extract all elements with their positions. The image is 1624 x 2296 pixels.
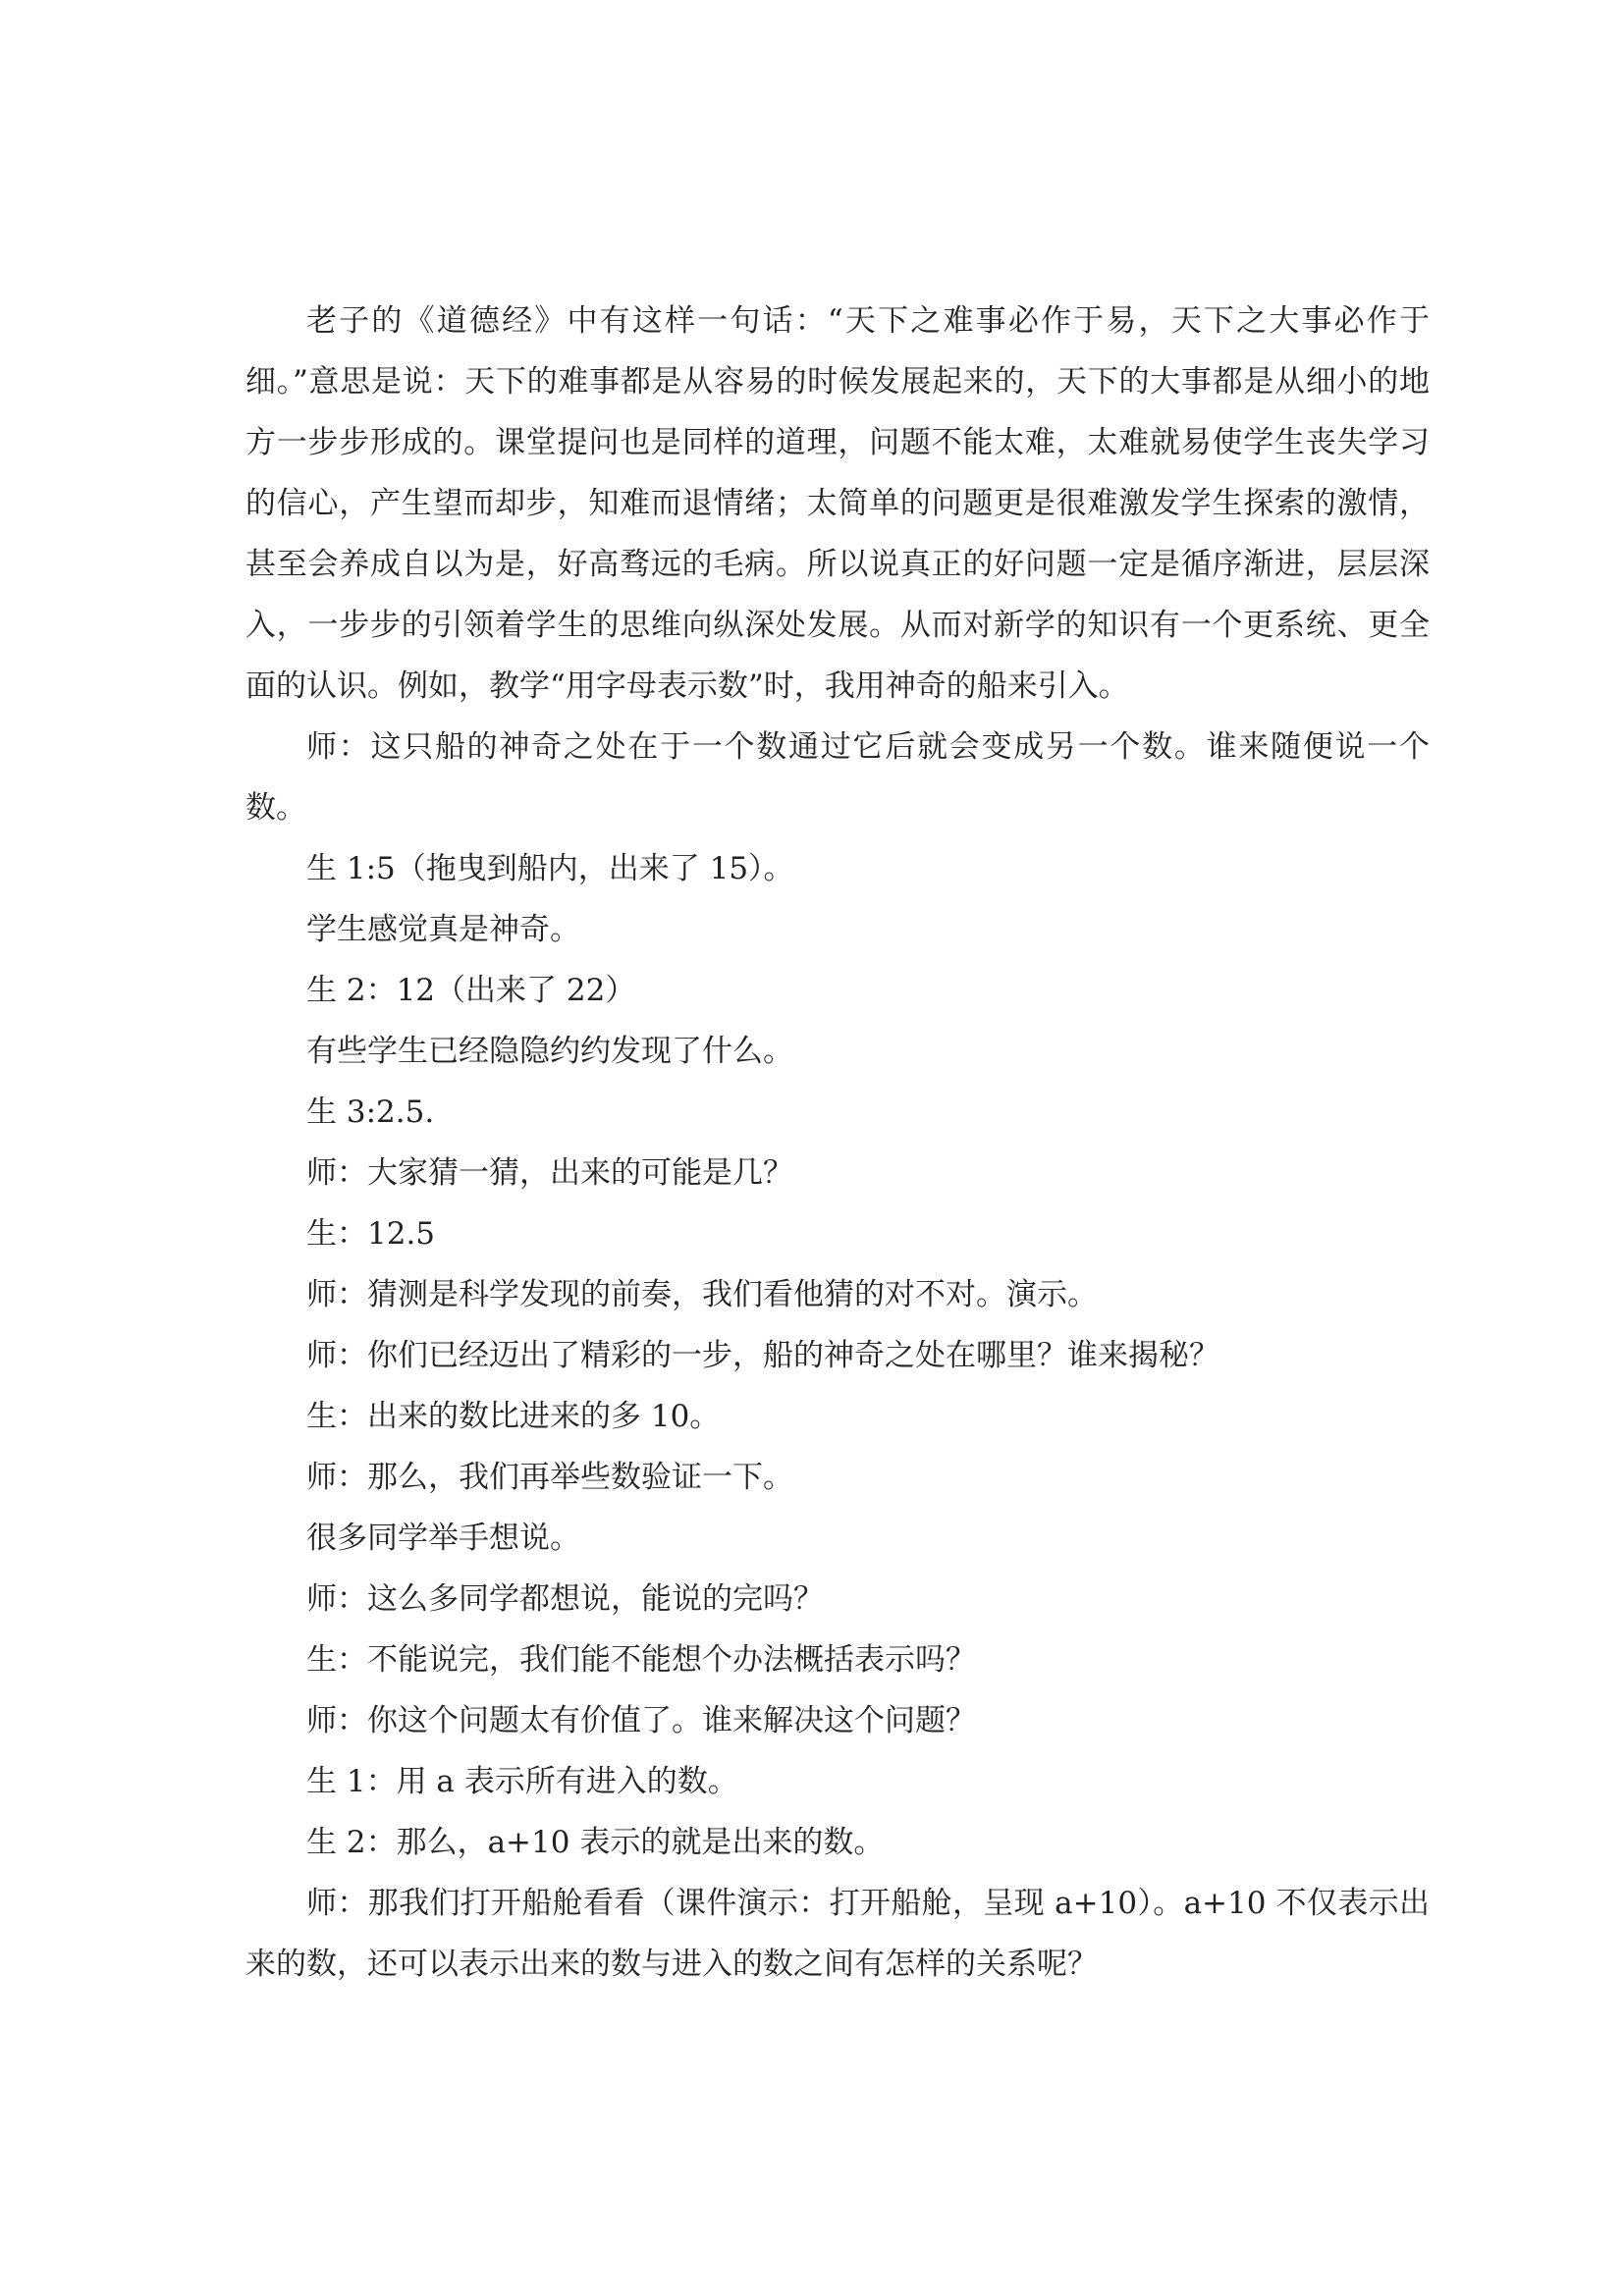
- dialogue-line: 师：猜测是科学发现的前奏，我们看他猜的对不对。演示。: [306, 1277, 1098, 1312]
- dialogue-line: 师：那么，我们再举些数验证一下。: [306, 1460, 793, 1495]
- dialogue-line: 师：大家猜一猜，出来的可能是几？: [306, 1155, 793, 1191]
- dialogue-line: 生 2：12（出来了 22）: [306, 973, 636, 1008]
- dialogue-line: 学生感觉真是神奇。: [306, 912, 580, 947]
- dialogue-line: 生 3:2.5.: [306, 1095, 435, 1130]
- dialogue-line: 生：12.5: [306, 1216, 436, 1252]
- dialogue-line: 生：不能说完，我们能不能想个办法概括表示吗？: [306, 1642, 976, 1678]
- intro-paragraph: 老子的《道德经》中有这样一句话：“天下之难事必作于易，天下之大事必作于细。”意思是说：天下的难事都是从容易的时候发展起来的，天下的大事都是从细小的地方一步步形成的。课堂提问也是同样的道理，问题不能太难，太难就易使学生丧失学习的信心，产生望而却步，知难而退情绪；太简单的问题更是很难激发学生探索的激情，甚至会养成自以为是，好高骛远的毛病。所以说真正的好问题一定是循序渐进，层层深入，一步步的引领着学生的思维向纵深处发展。从而对新学的知识有一个更系统、更全面的认识。例如，教学“用字母表示数”时，我用神奇的船来引入。: [245, 303, 1430, 704]
- dialogue-line: 有些学生已经隐隐约约发现了什么。: [306, 1034, 793, 1069]
- dialogue-line: 师：你这个问题太有价值了。谁来解决这个问题？: [306, 1703, 976, 1738]
- dialogue-line: 师：这么多同学都想说，能说的完吗？: [306, 1581, 824, 1617]
- document-body: [245, 291, 1430, 1995]
- dialogue-line: 生 1：用 a 表示所有进入的数。: [306, 1764, 738, 1799]
- dialogue-line: 师：那我们打开船舱看看（课件演示：打开船舱，呈现 a+10）。a+10 不仅表示出来的数，还可以表示出来的数与进入的数之间有怎样的关系呢？: [245, 1886, 1430, 1982]
- dialogue-line: 师：你们已经迈出了精彩的一步，船的神奇之处在哪里？谁来揭秘？: [306, 1338, 1219, 1373]
- dialogue-line: 生：出来的数比进来的多 10。: [306, 1399, 721, 1434]
- dialogue-line: 生 2：那么，a+10 表示的就是出来的数。: [306, 1825, 885, 1860]
- dialogue-line: 很多同学举手想说。: [306, 1521, 580, 1556]
- dialogue-line: 师：这只船的神奇之处在于一个数通过它后就会变成另一个数。谁来随便说一个数。: [245, 729, 1430, 826]
- dialogue-line: 生 1:5（拖曳到船内，出来了 15）。: [306, 851, 794, 886]
